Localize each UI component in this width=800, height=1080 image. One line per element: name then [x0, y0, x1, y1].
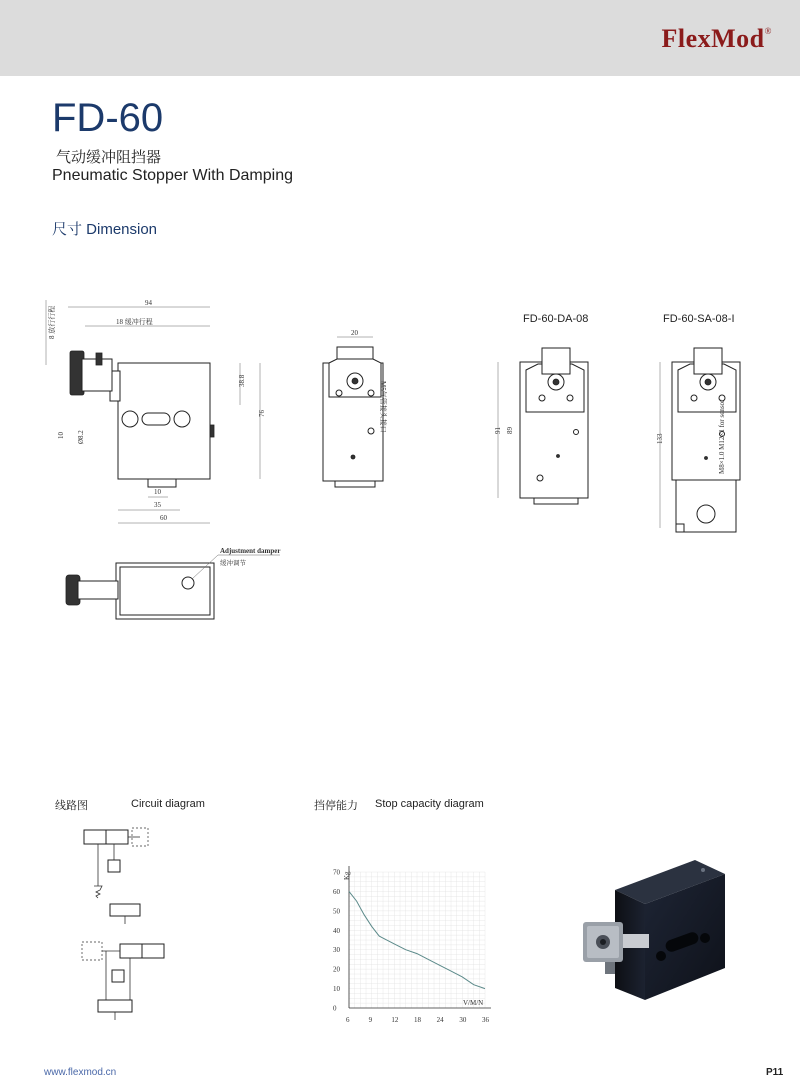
x-tick-label: 36 — [482, 1016, 489, 1024]
model-title: FD-60 — [52, 96, 164, 140]
x-tick-label: 9 — [368, 1016, 373, 1024]
svg-text:Adjustment damper: Adjustment damper — [220, 547, 281, 555]
svg-text:38.8: 38.8 — [238, 374, 246, 387]
variant-sa-drawing — [650, 340, 770, 540]
variant-da-drawing — [490, 340, 620, 505]
y-tick-label: 50 — [333, 907, 340, 916]
x-tick-label: 24 — [436, 1016, 444, 1024]
y-tick-label: 0 — [333, 1004, 337, 1013]
chart-y-unit: Kg — [343, 871, 351, 880]
y-tick-label: 20 — [333, 965, 340, 974]
circuit-title-cn: 线路图 — [55, 800, 88, 812]
y-tick-label: 10 — [333, 985, 340, 994]
svg-text:76: 76 — [258, 410, 266, 417]
stop-capacity-title-cn: 挡停能力 — [314, 800, 358, 812]
variant-label-sa: FD-60-SA-08-I — [663, 313, 735, 325]
x-tick-label: 12 — [391, 1016, 399, 1024]
stop-capacity-title-en: Stop capacity diagram — [375, 798, 484, 810]
svg-text:20: 20 — [351, 329, 358, 337]
footer-website: www.flexmod.cn — [44, 1067, 117, 1078]
circuit-diagram — [70, 820, 190, 1030]
svg-text:8 放行行程: 8 放行行程 — [48, 305, 56, 339]
stop-capacity-chart — [325, 860, 495, 1030]
svg-text:133: 133 — [656, 433, 664, 444]
y-tick-label: 40 — [333, 926, 340, 935]
svg-text:89: 89 — [506, 427, 514, 434]
top-view-drawing — [60, 545, 300, 645]
svg-text:M8×1.0 M12×1 for sensor: M8×1.0 M12×1 for sensor — [718, 399, 726, 474]
y-tick-label: 30 — [333, 946, 340, 955]
page-header — [0, 0, 800, 76]
dimension-section-title: 尺寸 Dimension — [52, 221, 158, 238]
svg-text:35: 35 — [154, 501, 161, 509]
svg-text:M5气管接头接口: M5气管接头接口 — [379, 381, 387, 433]
svg-text:缓冲调节: 缓冲调节 — [220, 560, 246, 567]
svg-text:10: 10 — [57, 432, 65, 439]
x-tick-label: 30 — [459, 1016, 467, 1024]
product-name-en: Pneumatic Stopper With Damping — [52, 167, 293, 184]
x-tick-label: 6 — [346, 1016, 350, 1024]
product-name-cn: 气动缓冲阻挡器 — [56, 149, 162, 166]
svg-text:91: 91 — [494, 427, 502, 434]
svg-text:10: 10 — [154, 488, 161, 496]
svg-text:Ø8.2: Ø8.2 — [77, 430, 85, 444]
chart-x-unit: V/M/N — [463, 999, 484, 1007]
chart-axes — [349, 866, 491, 1008]
product-render-image — [565, 850, 745, 1030]
x-tick-label: 18 — [414, 1016, 421, 1024]
svg-text:60: 60 — [160, 514, 167, 522]
brand-logo: FlexMod® — [661, 24, 772, 53]
side-view-drawing — [315, 325, 425, 490]
y-tick-label: 60 — [333, 887, 340, 896]
svg-text:94: 94 — [145, 299, 152, 307]
front-view-drawing — [40, 295, 280, 530]
circuit-title-en: Circuit diagram — [131, 798, 205, 810]
variant-label-da: FD-60-DA-08 — [523, 313, 589, 325]
page-number: P11 — [766, 1067, 784, 1078]
y-tick-label: 70 — [333, 868, 340, 877]
chart-grid — [349, 872, 485, 1008]
svg-text:18 缓冲行程: 18 缓冲行程 — [116, 318, 153, 326]
